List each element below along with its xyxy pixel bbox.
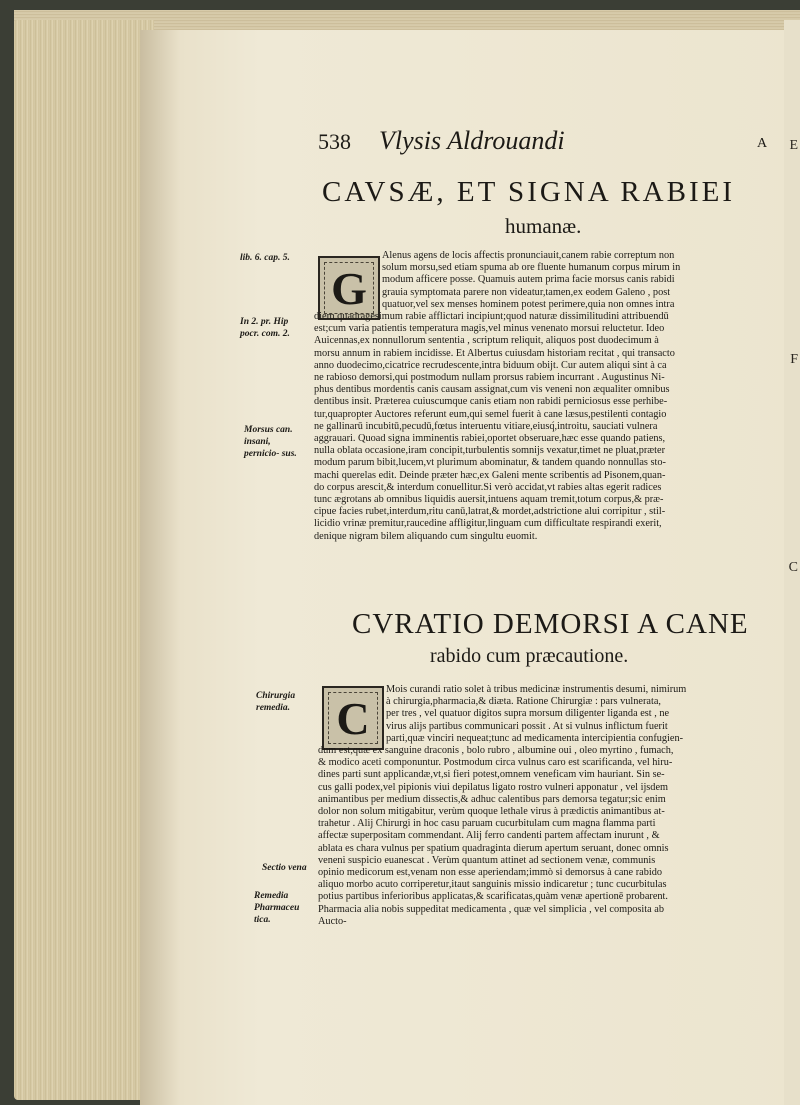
text-line: grauia symptomata parere non videatur,tamen,ex eodem Galeno , post: [382, 286, 671, 298]
text-line: modum parum bibit,lucem,vt plurimum abominatur, & tandem quando nonnullas sto-: [314, 457, 666, 469]
text-line: Alenus agens de locis affectis pronunciauit,canem rabie correptum non: [382, 250, 675, 261]
text-line: virus alijs partibus communicari possit . At si vulnus inflictum fuerit: [386, 720, 668, 732]
text-line: nulla oblata occasione,iram concipit,turbulentis somnijs vexatur,timet ne pluat,præter: [314, 445, 666, 457]
text-line: opinio medicorum est,venam non esse aperiendam;immò si demorsus à cane rabido: [318, 867, 662, 879]
text-line: & modico aceti componuntur. Postmodum circa vulnus caro est scarificanda, vel hiru-: [318, 757, 673, 769]
text-line: do corpus arescit,& interdum conuellitur.Si verò accidat,vt rabies altas egerit radices: [314, 481, 662, 493]
text-line: affectæ superpositam commendant. Alij ferro candenti partem affectam inurunt , &: [318, 830, 660, 842]
text-line: morsu annum in rabiem incidisse. Et Albertus cuiusdam historiam recitat , qui transacto: [314, 347, 675, 359]
text-line: aggrauari. Quoad signa imminentis rabiei,oportet obseruare,hæc esse quando patiens,: [314, 433, 666, 445]
sliver-letter: F: [790, 352, 798, 367]
text-line: potius partibus inferioribus applicatas,& scarificatas,quàm venæ apertionē probarent.: [318, 891, 668, 903]
text-line: tunc ægrotans ab omnibus liquidis auersit,intuens aquam tremit,totum corpus,& præ-: [314, 494, 664, 506]
text-line: ne gallinarū incubitū,pecudū,fœtus interuentu vitiare,eiusq́,introitu, sauciati vulnera: [314, 420, 658, 432]
text-line: aliquo morbo acuto corriperetur,itaut sanguinis missio indicaretur ; tunc cucurbitulas: [318, 879, 667, 891]
corner-letter: A: [757, 136, 768, 151]
text-line: licidio vrinæ premitur,raucedine affligitur,linguam cum difficultate respirandi exerit,: [314, 518, 662, 530]
text-line: cipue facies rubet,interdum,ritu canū,latrat,& mordet,adstrictione alui corripitur , stil-: [314, 506, 666, 518]
text-line: solum morsu,sed etiam spuma ab ore fluente humanum corpus mirum in: [382, 262, 681, 274]
text-line: dum est,quæ ex sanguine draconis , bolo rubro , albumine oui , oleo myrtino , fumach,: [318, 745, 674, 757]
book-fore-edge: [14, 20, 154, 1100]
text-line: per tres , vel quatuor digitos supra morsum diligenter liganda est , ne: [386, 708, 670, 720]
margin-note: Sectio vena: [262, 863, 307, 873]
text-line: animantibus per medium dissectis,& adhuc calentibus pars demorsa tegatur;sic enim: [318, 793, 666, 805]
text-line: Mois curandi ratio solet à tribus medicinæ instrumentis desumi, nimirum: [386, 684, 687, 695]
dropcap-initial: G: [318, 256, 380, 320]
margin-note: Morsus can. insani, pernicio- sus.: [244, 425, 297, 459]
text-line: diem quadragesimum rabie afflictari incipiunt;quod naturæ dissimilitudini attribuendū: [314, 311, 669, 323]
text-line: modum afficere posse. Quamuis autem prima facie morsus canis rabidi: [382, 274, 675, 286]
text-line: dines parti sunt applicandæ,vt,si fieri potest,omnem veneficam vim hauriant. Sin se-: [318, 769, 665, 781]
margin-note: lib. 6. cap. 5.: [240, 253, 290, 263]
text-line: tur,quapropter Auctores referunt eum,qui semel fuerit à cane læsus,pestilenti contagio: [314, 408, 667, 420]
text-line: est;cum varia patientis temperatura magis,vel minus venenato morsui reluctetur. Ideo: [314, 323, 665, 335]
text-line: Aucto-: [318, 915, 347, 927]
sliver-letter: E: [789, 138, 798, 153]
running-head: Vlysis Aldrouandi: [379, 126, 565, 155]
text-line: ablata es chara vulnus per spatium quadraginta dierum apertum seruant, donec omnis: [318, 842, 669, 854]
page-header: [318, 126, 565, 156]
section1-body: [314, 250, 764, 543]
sliver-letter: C: [788, 560, 798, 575]
section2-subtitle: rabido cum præcautione.: [430, 645, 629, 667]
text-line: ne rabioso demorsi,qui postmodum nullam prorsus rabiem incurrant . Augustinus Ni-: [314, 372, 665, 384]
text-line: denique nigram bilem aliquando cum singultu euomit.: [314, 530, 538, 542]
text-line: machi querelas edit. Deinde præter hæc,ex Galeni mente scribentis ad Pisonem,quan-: [314, 469, 666, 481]
text-line: Auicennas,ex nonnullorum sententia , scriptum reliquit, aliquos post duodecimum à: [314, 335, 659, 347]
text-line: anno duodecimo,cicatrice recrudescente,intra biduum obijt. Cur autem aliqui sint à ca: [314, 359, 667, 371]
text-line: cus galli podex,vel pipionis viui depilatus ligato rostro vulneri apponatur , vel ijsdem: [318, 781, 669, 793]
text-line: phus dentibus mordentis canis causam assignat,cum vis veneni non æqualiter omnibus: [314, 384, 670, 396]
text-line: parti,quæ vinciri nequeat;tunc ad medicamenta intercipientia confugien-: [386, 732, 684, 744]
text-line: Pharmacia alia nobis suppeditat medicamenta , quæ vel simplicia , vel composita ab: [318, 903, 664, 915]
text-line: veneni suspicio euanescat . Verùm quantum attinet ad sectionem venæ, communis: [318, 854, 656, 866]
section2-body: [318, 684, 766, 928]
margin-note: Remedia Pharmaceu tica.: [254, 891, 300, 925]
text-line: quatuor,vel sex menses hominem potest perimere,quia non omnes intra: [382, 298, 675, 310]
text-line: dentibus insit. Præterea cuiuscumque canis etiam non rabidi perniciosus esse perhibe-: [314, 396, 668, 408]
section1-title: CAVSÆ, ET SIGNA RABIEI: [322, 176, 735, 208]
text-line: dolor non solum mitigabitur, verùm quoque lethale virus à prædictis animantibus at-: [318, 806, 665, 818]
section1-subtitle: humanæ.: [505, 214, 582, 238]
margin-note: In 2. pr. Hip pocr. com. 2.: [240, 317, 290, 339]
page-number: 538: [318, 129, 351, 154]
section2-title: CVRATIO DEMORSI A CANE: [352, 608, 749, 640]
text-line: trahetur . Alij Chirurgi in hoc casu paruam cucurbitulam cum magna flamma parti: [318, 818, 656, 830]
text-line: à chirurgia,pharmacia,& diæta. Ratione Chirurgiæ : pars vulnerata,: [386, 696, 661, 708]
dropcap-initial: C: [322, 686, 384, 750]
margin-note: Chirurgia remedia.: [256, 691, 296, 713]
